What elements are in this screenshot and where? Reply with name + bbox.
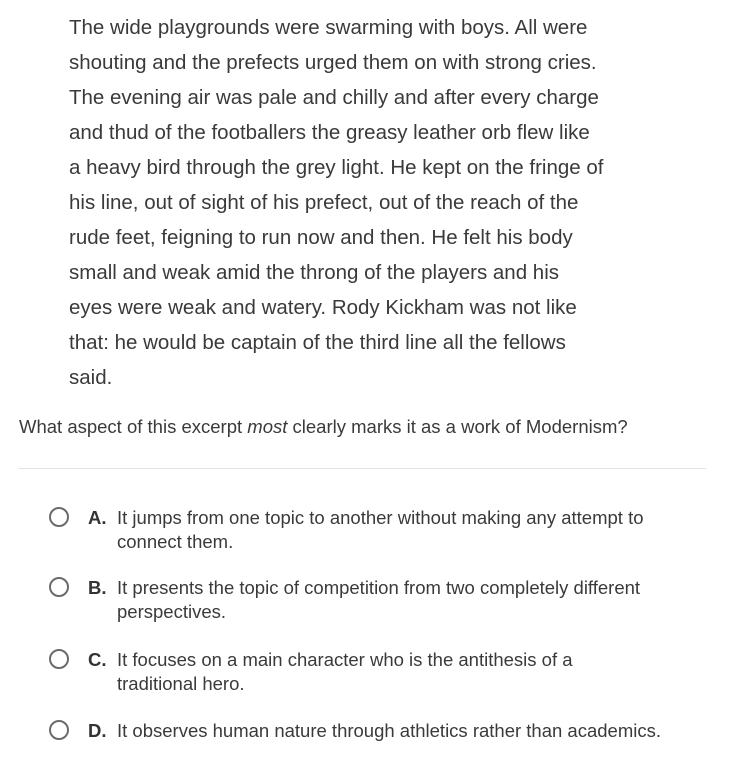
answer-choice-d[interactable] [49, 719, 661, 743]
choice-text-line: It observes human nature through athletics rather than academics. [117, 720, 661, 741]
passage-line: that: he would be captain of the third line all the fellows [69, 331, 566, 354]
radio-button-icon[interactable] [49, 649, 69, 669]
choice-letter: D. [88, 720, 107, 741]
radio-button-icon[interactable] [49, 577, 69, 597]
answer-choice-c[interactable] [49, 648, 573, 696]
radio-button-icon[interactable] [49, 720, 69, 740]
choice-text-line: connect them. [117, 531, 234, 552]
passage-line: eyes were weak and watery. Rody Kickham was not like [69, 296, 577, 319]
passage-line: The evening air was pale and chilly and after every charge [69, 86, 599, 109]
choice-text [117, 506, 644, 554]
question-text-before: What aspect of this excerpt [19, 416, 248, 437]
choice-letter: A. [88, 507, 107, 528]
question-text-after: clearly marks it as a work of Modernism? [287, 416, 628, 437]
choice-text [117, 648, 573, 696]
choice-text-line: perspectives. [117, 601, 226, 622]
question-emphasis: most [247, 416, 288, 437]
passage-line: shouting and the prefects urged them on with strong cries. [69, 51, 597, 74]
passage-line: small and weak amid the throng of the players and his [69, 261, 559, 284]
choice-text-line: traditional hero. [117, 673, 245, 694]
choice-text-line: It presents the topic of competition from two completely different [117, 577, 641, 598]
passage-line: The wide playgrounds were swarming with boys. All were [69, 16, 588, 39]
choice-text-line: It jumps from one topic to another without making any attempt to [117, 507, 644, 528]
divider [18, 468, 706, 469]
passage-line: said. [69, 366, 113, 389]
choice-text-line: It focuses on a main character who is the antithesis of a [117, 649, 573, 670]
radio-button-icon[interactable] [49, 507, 69, 527]
passage-line: a heavy bird through the grey light. He kept on the fringe of [69, 156, 604, 179]
passage-excerpt [69, 10, 669, 395]
passage-line: and thud of the footballers the greasy leather orb flew like [69, 121, 590, 144]
passage-line: his line, out of sight of his prefect, out of the reach of the [69, 191, 579, 214]
answer-choice-b[interactable] [49, 576, 640, 624]
passage-line: rude feet, feigning to run now and then. He felt his body [69, 226, 573, 249]
choice-letter: B. [88, 577, 107, 598]
choice-text [117, 576, 640, 624]
question-prompt [19, 414, 628, 440]
answer-choice-a[interactable] [49, 506, 644, 554]
choice-text [117, 719, 661, 743]
choice-letter: C. [88, 649, 107, 670]
